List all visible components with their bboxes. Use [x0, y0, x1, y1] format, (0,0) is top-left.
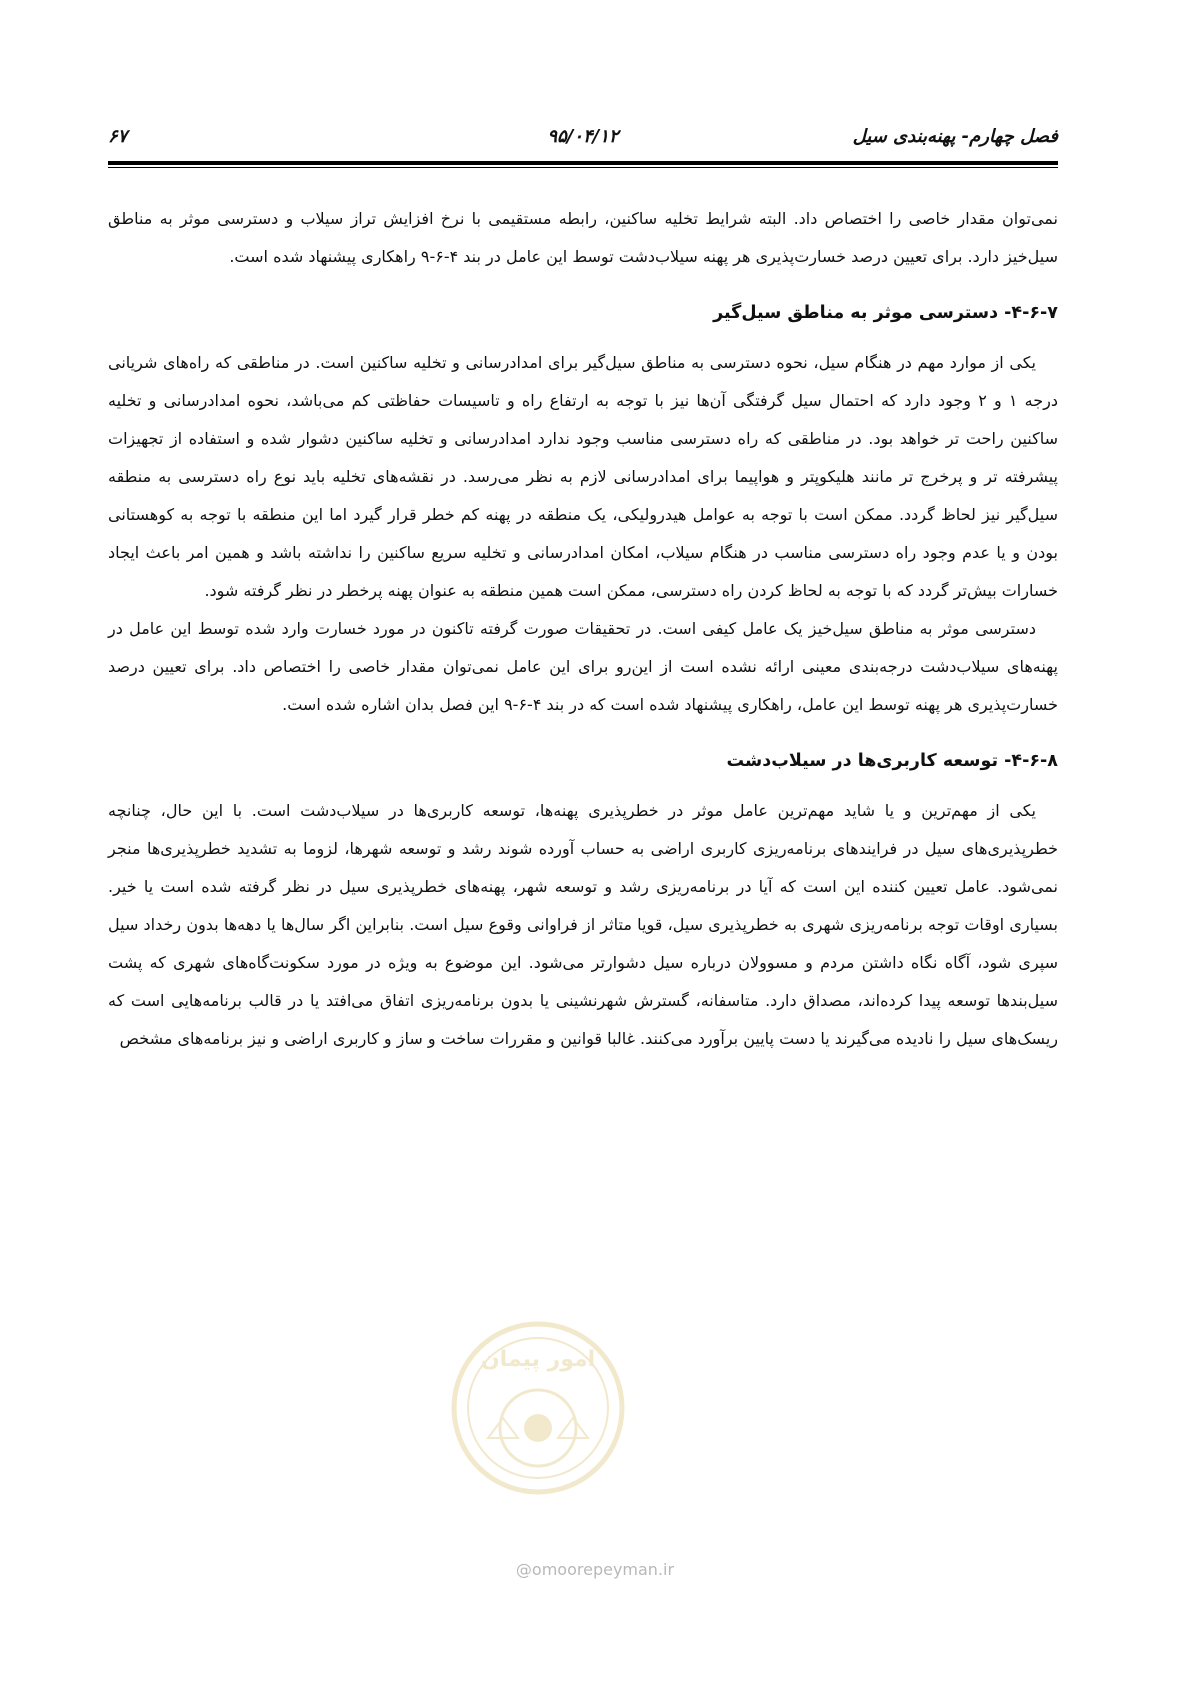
page-number: ۶۷ [108, 126, 128, 147]
header-rule-thick [108, 161, 1058, 165]
seal-watermark-icon [448, 1318, 628, 1498]
section-heading-4-6-7: ۴-۶-۷- دسترسی موثر به مناطق سیل‌گیر [713, 303, 1058, 323]
paragraph: دسترسی موثر به مناطق سیل‌خیز یک عامل کیفی است. در تحقیقات صورت گرفته تاکنون در مورد خسارت وارد شده توسط این عامل در پهنه‌های سیلاب‌دشت درجه‌بندی معینی ارائه نشده است از این‌رو برای این عامل نمی‌توان مقدار خاصی را اختصاص داد. برای تعیین درصد خسارت‌پذیری هر پهنه توسط این عامل، راهکاری پیشنهاد شده است که در بند ۴-۶-۹ این فصل بدان اشاره شده است. [108, 619, 1058, 714]
paragraph: یکی از مهم‌ترین و یا شاید مهم‌ترین عامل موثر در خطرپذیری پهنه‌ها، توسعه کاربری‌ها در سیلاب‌دشت است. با این حال، چنانچه خطرپذیری‌های سیل در فرایندهای برنامه‌ریزی کاربری اراضی به حساب آورده شوند رشد و توسعه شهرها، لزوما به تشدید خطرپذیری‌ها منجر نمی‌شود. عامل تعیین کننده این است که آیا در برنامه‌ریزی رشد و توسعه شهر، پهنه‌های خطرپذیری سیل در نظر گرفته شده است یا خیر. بسیاری اوقات توجه برنامه‌ریزی شهری به خطرپذیری سیل، قویا متاثر از فراوانی وقوع سیل است. بنابراین اگر سال‌ها یا دهه‌ها بدون رخداد سیل سپری شود، آگاه نگاه داشتن مردم و مسوولان درباره سیل دشوارتر می‌شود. این موضوع به ویژه در مورد سکونت‌گاه‌های شهری که پشت سیل‌بندها توسعه پیدا کرده‌اند، مصداق دارد. متاسفانه، گسترش شهرنشینی یا بدون برنامه‌ریزی اتفاق می‌افتد یا در قالب برنامه‌هایی است که ریسک‌های سیل را نادیده می‌گیرند یا دست پایین برآورد می‌کنند. غالبا قوانین و مقررات ساخت و ساز و کاربری اراضی و نیز برنامه‌های مشخص [108, 801, 1058, 1048]
footer-website: @omoorepeyman.ir [515, 1560, 675, 1579]
watermark-text: امور پیمان [480, 1347, 596, 1372]
paragraph: یکی از موارد مهم در هنگام سیل، نحوه دسترسی به مناطق سیل‌گیر برای امدادرسانی و تخلیه ساکنین است. در مناطقی که راه‌های شریانی درجه ۱ و ۲ وجود دارد که احتمال سیل گرفتگی آن‌ها نیز با توجه به ارتفاع راه و تاسیسات حفاظتی کم می‌باشد، نحوه امدادرسانی و تخلیه ساکنین راحت تر خواهد بود. در مناطقی که راه دسترسی مناسب وجود ندارد امدادرسانی و تخلیه ساکنین دشوار شده و استفاده از تجهیزات پیشرفته تر و پرخرج تر مانند هلیکوپتر و هواپیما برای امدادرسانی لازم به نظر می‌رسد. در نقشه‌های تخلیه باید نوع راه دسترسی به منطقه سیل‌گیر نیز لحاظ گردد. ممکن است با توجه به عوامل هیدرولیکی، یک منطقه در پهنه کم خطر قرار گیرد اما این منطقه با توجه به کوهستانی بودن و یا عدم وجود راه دسترسی مناسب در هنگام سیلاب، امکان امدادرسانی و تخلیه سریع ساکنین را نداشته باشد و همین امر باعث ایجاد خسارات بیش‌تر گردد که با توجه به لحاظ کردن راه دسترسی، ممکن است همین منطقه به عنوان پهنه پرخطر در نظر گرفته شود. [108, 353, 1058, 600]
page-header [108, 126, 1058, 156]
header-rule-thin [108, 167, 1058, 168]
chapter-title: فصل چهارم- پهنه‌بندی سیل [852, 126, 1058, 147]
paragraph-continuation: نمی‌توان مقدار خاصی را اختصاص داد. البته شرایط تخلیه ساکنین، رابطه مستقیمی با نرخ افزایش تراز سیلاب و دسترسی موثر به مناطق سیل‌خیز دارد. برای تعیین درصد خسارت‌پذیری هر پهنه سیلاب‌دشت توسط این عامل در بند ۴-۶-۹ راهکاری پیشنهاد شده است. [108, 209, 1058, 266]
document-date: ۹۵/۰۴/۱۲ [547, 126, 619, 147]
section-heading-4-6-8: ۴-۶-۸- توسعه کاربری‌ها در سیلاب‌دشت [726, 751, 1058, 771]
page-body [108, 200, 1058, 1058]
